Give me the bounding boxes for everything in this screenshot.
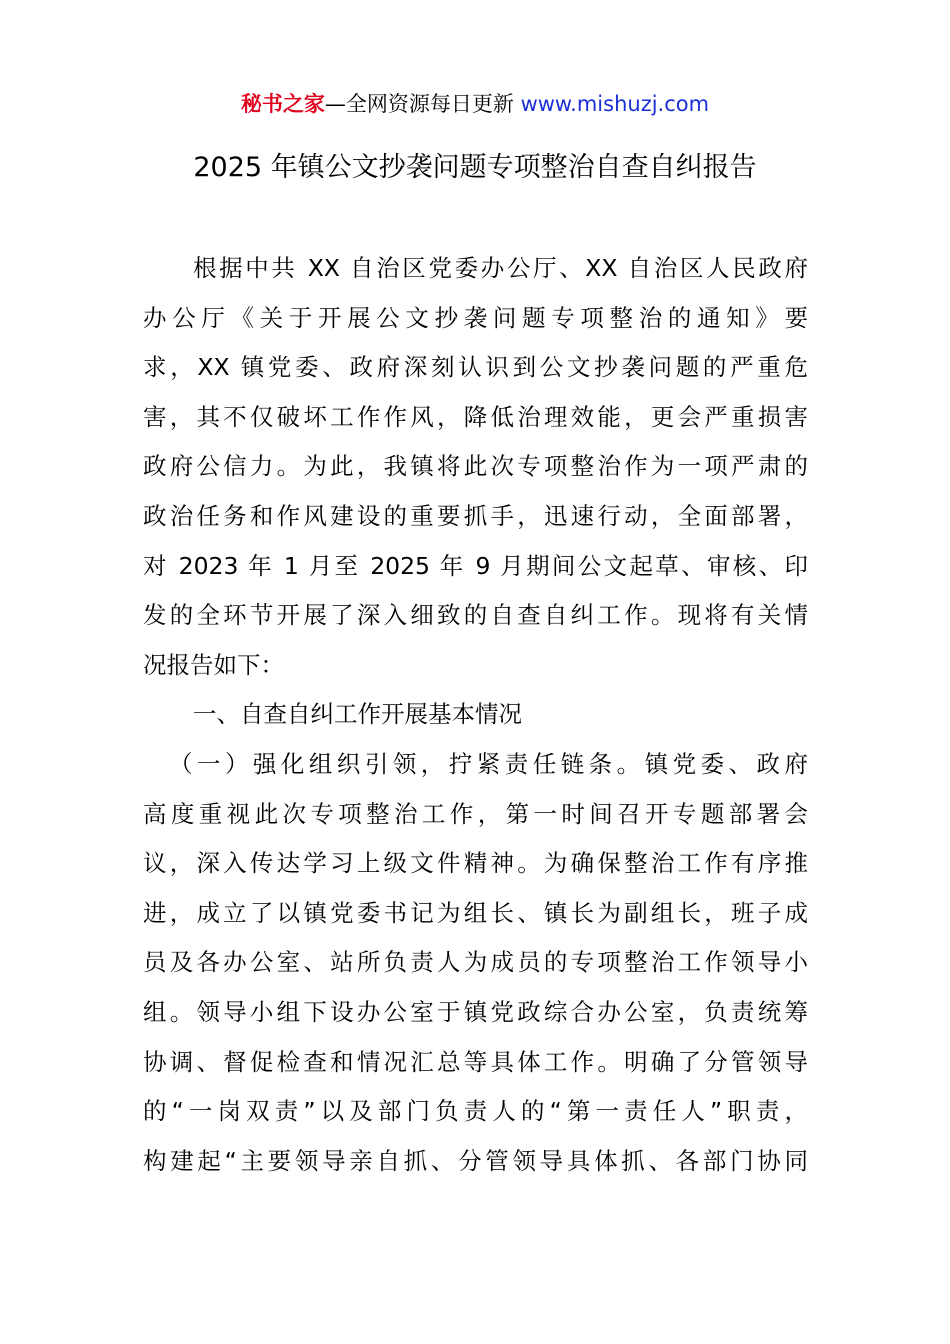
paragraph-line: 根据中共 XX 自治区党委办公厅、XX 自治区人民政府 <box>193 254 808 282</box>
paragraph-line: 发的全环节开展了深入细致的自查自纠工作。现将有关情 <box>143 601 808 630</box>
paragraph-line: 的“一岗双责”以及部门负责人的“第一责任人”职责， <box>143 1097 808 1126</box>
paragraph-line: 况报告如下： <box>143 650 284 679</box>
paragraph-line: 办公厅《关于开展公文抄袭问题专项整治的通知》要 <box>143 303 808 332</box>
document-title: 2025 年镇公文抄袭问题专项整治自查自纠报告 <box>193 152 757 183</box>
document-body <box>143 244 808 1186</box>
paragraph-line: 组。领导小组下设办公室于镇党政综合办公室，负责统筹 <box>143 997 808 1026</box>
paragraph-line: 政治任务和作风建设的重要抓手，迅速行动，全面部署， <box>143 501 808 530</box>
paragraph-line: 高度重视此次专项整治工作，第一时间召开专题部署会 <box>143 799 808 828</box>
paragraph-line: 议，深入传达学习上级文件精神。为确保整治工作有序推 <box>143 849 808 878</box>
site-header <box>0 88 950 120</box>
subsection-heading-line: （一）强化组织引领，拧紧责任链条。镇党委、政府 <box>169 749 808 778</box>
paragraph-line: 对 2023 年 1 月至 2025 年 9 月期间公文起草、审核、印 <box>143 551 808 580</box>
paragraph-line: 政府公信力。为此，我镇将此次专项整治作为一项严肃的 <box>143 452 808 481</box>
header-dash: — <box>324 92 346 116</box>
section-heading: 一、自查自纠工作开展基本情况 <box>193 700 522 729</box>
header-tagline: 全网资源每日更新 <box>345 92 521 116</box>
paragraph-line: 害，其不仅破坏工作作风，降低治理效能，更会严重损害 <box>143 402 808 431</box>
paragraph-line: 进，成立了以镇党委书记为组长、镇长为副组长，班子成 <box>143 898 808 927</box>
site-brand: 秘书之家 <box>240 92 325 116</box>
paragraph-line: 求，XX 镇党委、政府深刻认识到公文抄袭问题的严重危 <box>143 353 808 382</box>
site-url-link[interactable]: www.mishuzj.com <box>520 92 710 116</box>
paragraph-line: 员及各办公室、站所负责人为成员的专项整治工作领导小 <box>143 948 808 977</box>
paragraph-line: 构建起“主要领导亲自抓、分管领导具体抓、各部门协同 <box>143 1146 808 1175</box>
paragraph-line: 协调、督促检查和情况汇总等具体工作。明确了分管领导 <box>143 1047 808 1076</box>
